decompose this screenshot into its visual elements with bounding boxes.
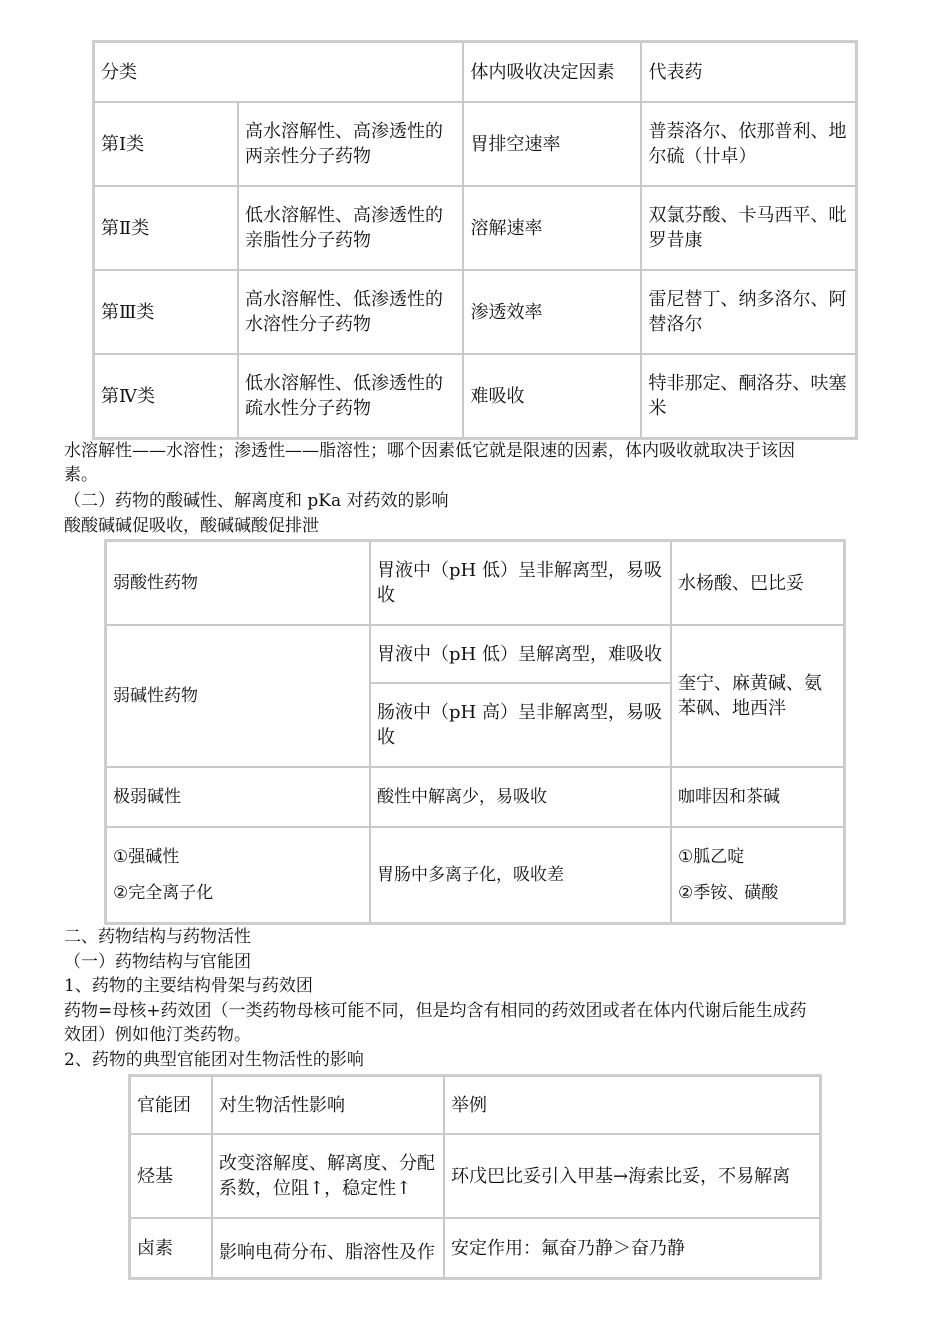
section-heading: 二、药物结构与药物活性 <box>64 927 251 947</box>
factor-cell: 胃排空速率 <box>463 102 641 186</box>
header-class: 分类 <box>94 42 463 102</box>
drug-line: ①胍乙啶 <box>678 847 745 867</box>
desc-cell: 低水溶解性、低渗透性的疏水性分子药物 <box>238 354 463 438</box>
table-row <box>94 270 856 354</box>
type-cell <box>106 827 370 923</box>
section-heading: （二）药物的酸碱性、解离度和 pKa 对药效的影响 <box>64 491 449 511</box>
table-row <box>94 354 856 438</box>
desc-cell: 低水溶解性、高渗透性的亲脂性分子药物 <box>238 186 463 270</box>
table-row <box>130 1134 820 1218</box>
group-cell: 烃基 <box>130 1134 212 1218</box>
table-row <box>106 625 844 683</box>
table-row <box>130 1218 820 1278</box>
drugs-cell: 水杨酸、巴比妥 <box>671 541 844 625</box>
desc-cell: 高水溶解性、高渗透性的两亲性分子药物 <box>238 102 463 186</box>
desc-cell: 胃液中（pH 低）呈解离型，难吸收 <box>370 625 671 683</box>
effect-cell: 影响电荷分布、脂溶性及作 <box>212 1218 444 1278</box>
table-row <box>106 767 844 827</box>
paragraph: 酸酸碱碱促吸收，酸碱碱酸促排泄 <box>64 516 319 536</box>
class-cell: 第Ⅲ类 <box>94 270 238 354</box>
drugs-cell: 普萘洛尔、依那普利、地尔硫（卄卓） <box>641 102 856 186</box>
paragraph: 素。 <box>64 465 98 485</box>
paragraph: 药物=母核+药效团（一类药物母核可能不同，但是均含有相同的药效团或者在体内代谢后能生成药 <box>64 1001 807 1021</box>
section-heading: （一）药物结构与官能团 <box>64 952 251 972</box>
example-cell: 安定作用：氟奋乃静＞奋乃静 <box>444 1218 820 1278</box>
example-cell: 环戊巴比妥引入甲基→海索比妥，不易解离 <box>444 1134 820 1218</box>
bcs-classification-table <box>92 40 858 440</box>
desc-cell: 胃肠中多离子化，吸收差 <box>370 827 671 923</box>
paragraph: 水溶解性——水溶性；渗透性——脂溶性；哪个因素低它就是限速的因素，体内吸收就取决于该因 <box>64 441 795 461</box>
type-cell: 弱酸性药物 <box>106 541 370 625</box>
table-row <box>94 102 856 186</box>
class-cell: 第Ⅱ类 <box>94 186 238 270</box>
drugs-cell: 雷尼替丁、纳多洛尔、阿替洛尔 <box>641 270 856 354</box>
drugs-cell: 奎宁、麻黄碱、氨苯砜、地西泮 <box>671 625 844 767</box>
drugs-cell: 咖啡因和茶碱 <box>671 767 844 827</box>
table-row <box>106 541 844 625</box>
drugs-cell <box>671 827 844 923</box>
header-group: 官能团 <box>130 1076 212 1134</box>
list-item: 1、药物的主要结构骨架与药效团 <box>64 976 313 996</box>
drugs-cell: 特非那定、酮洛芬、呋塞米 <box>641 354 856 438</box>
factor-cell: 难吸收 <box>463 354 641 438</box>
paragraph: 效团）例如他汀类药物。 <box>64 1025 251 1045</box>
factor-cell: 渗透效率 <box>463 270 641 354</box>
table-row <box>106 827 844 923</box>
table-row <box>94 186 856 270</box>
functional-group-table <box>128 1074 822 1280</box>
desc-cell: 肠液中（pH 高）呈非解离型，易吸收 <box>370 683 671 767</box>
drugs-cell: 双氯芬酸、卡马西平、吡罗昔康 <box>641 186 856 270</box>
effect-cell: 改变溶解度、解离度、分配系数，位阻↑，稳定性↑ <box>212 1134 444 1218</box>
group-cell: 卤素 <box>130 1218 212 1278</box>
type-cell: 极弱碱性 <box>106 767 370 827</box>
class-cell: 第Ⅰ类 <box>94 102 238 186</box>
list-item: 2、药物的典型官能团对生物活性的影响 <box>64 1050 364 1070</box>
header-effect: 对生物活性影响 <box>212 1076 444 1134</box>
header-example: 举例 <box>444 1076 820 1134</box>
acid-base-table <box>104 539 846 925</box>
desc-cell: 胃液中（pH 低）呈非解离型，易吸收 <box>370 541 671 625</box>
type-line: ②完全离子化 <box>113 883 214 903</box>
type-line: ①强碱性 <box>113 847 180 867</box>
desc-cell: 高水溶解性、低渗透性的水溶性分子药物 <box>238 270 463 354</box>
type-cell: 弱碱性药物 <box>106 625 370 767</box>
drug-line: ②季铵、磺酸 <box>678 883 779 903</box>
desc-cell: 酸性中解离少，易吸收 <box>370 767 671 827</box>
class-cell: 第Ⅳ类 <box>94 354 238 438</box>
header-factor: 体内吸收决定因素 <box>463 42 641 102</box>
factor-cell: 溶解速率 <box>463 186 641 270</box>
header-drugs: 代表药 <box>641 42 856 102</box>
